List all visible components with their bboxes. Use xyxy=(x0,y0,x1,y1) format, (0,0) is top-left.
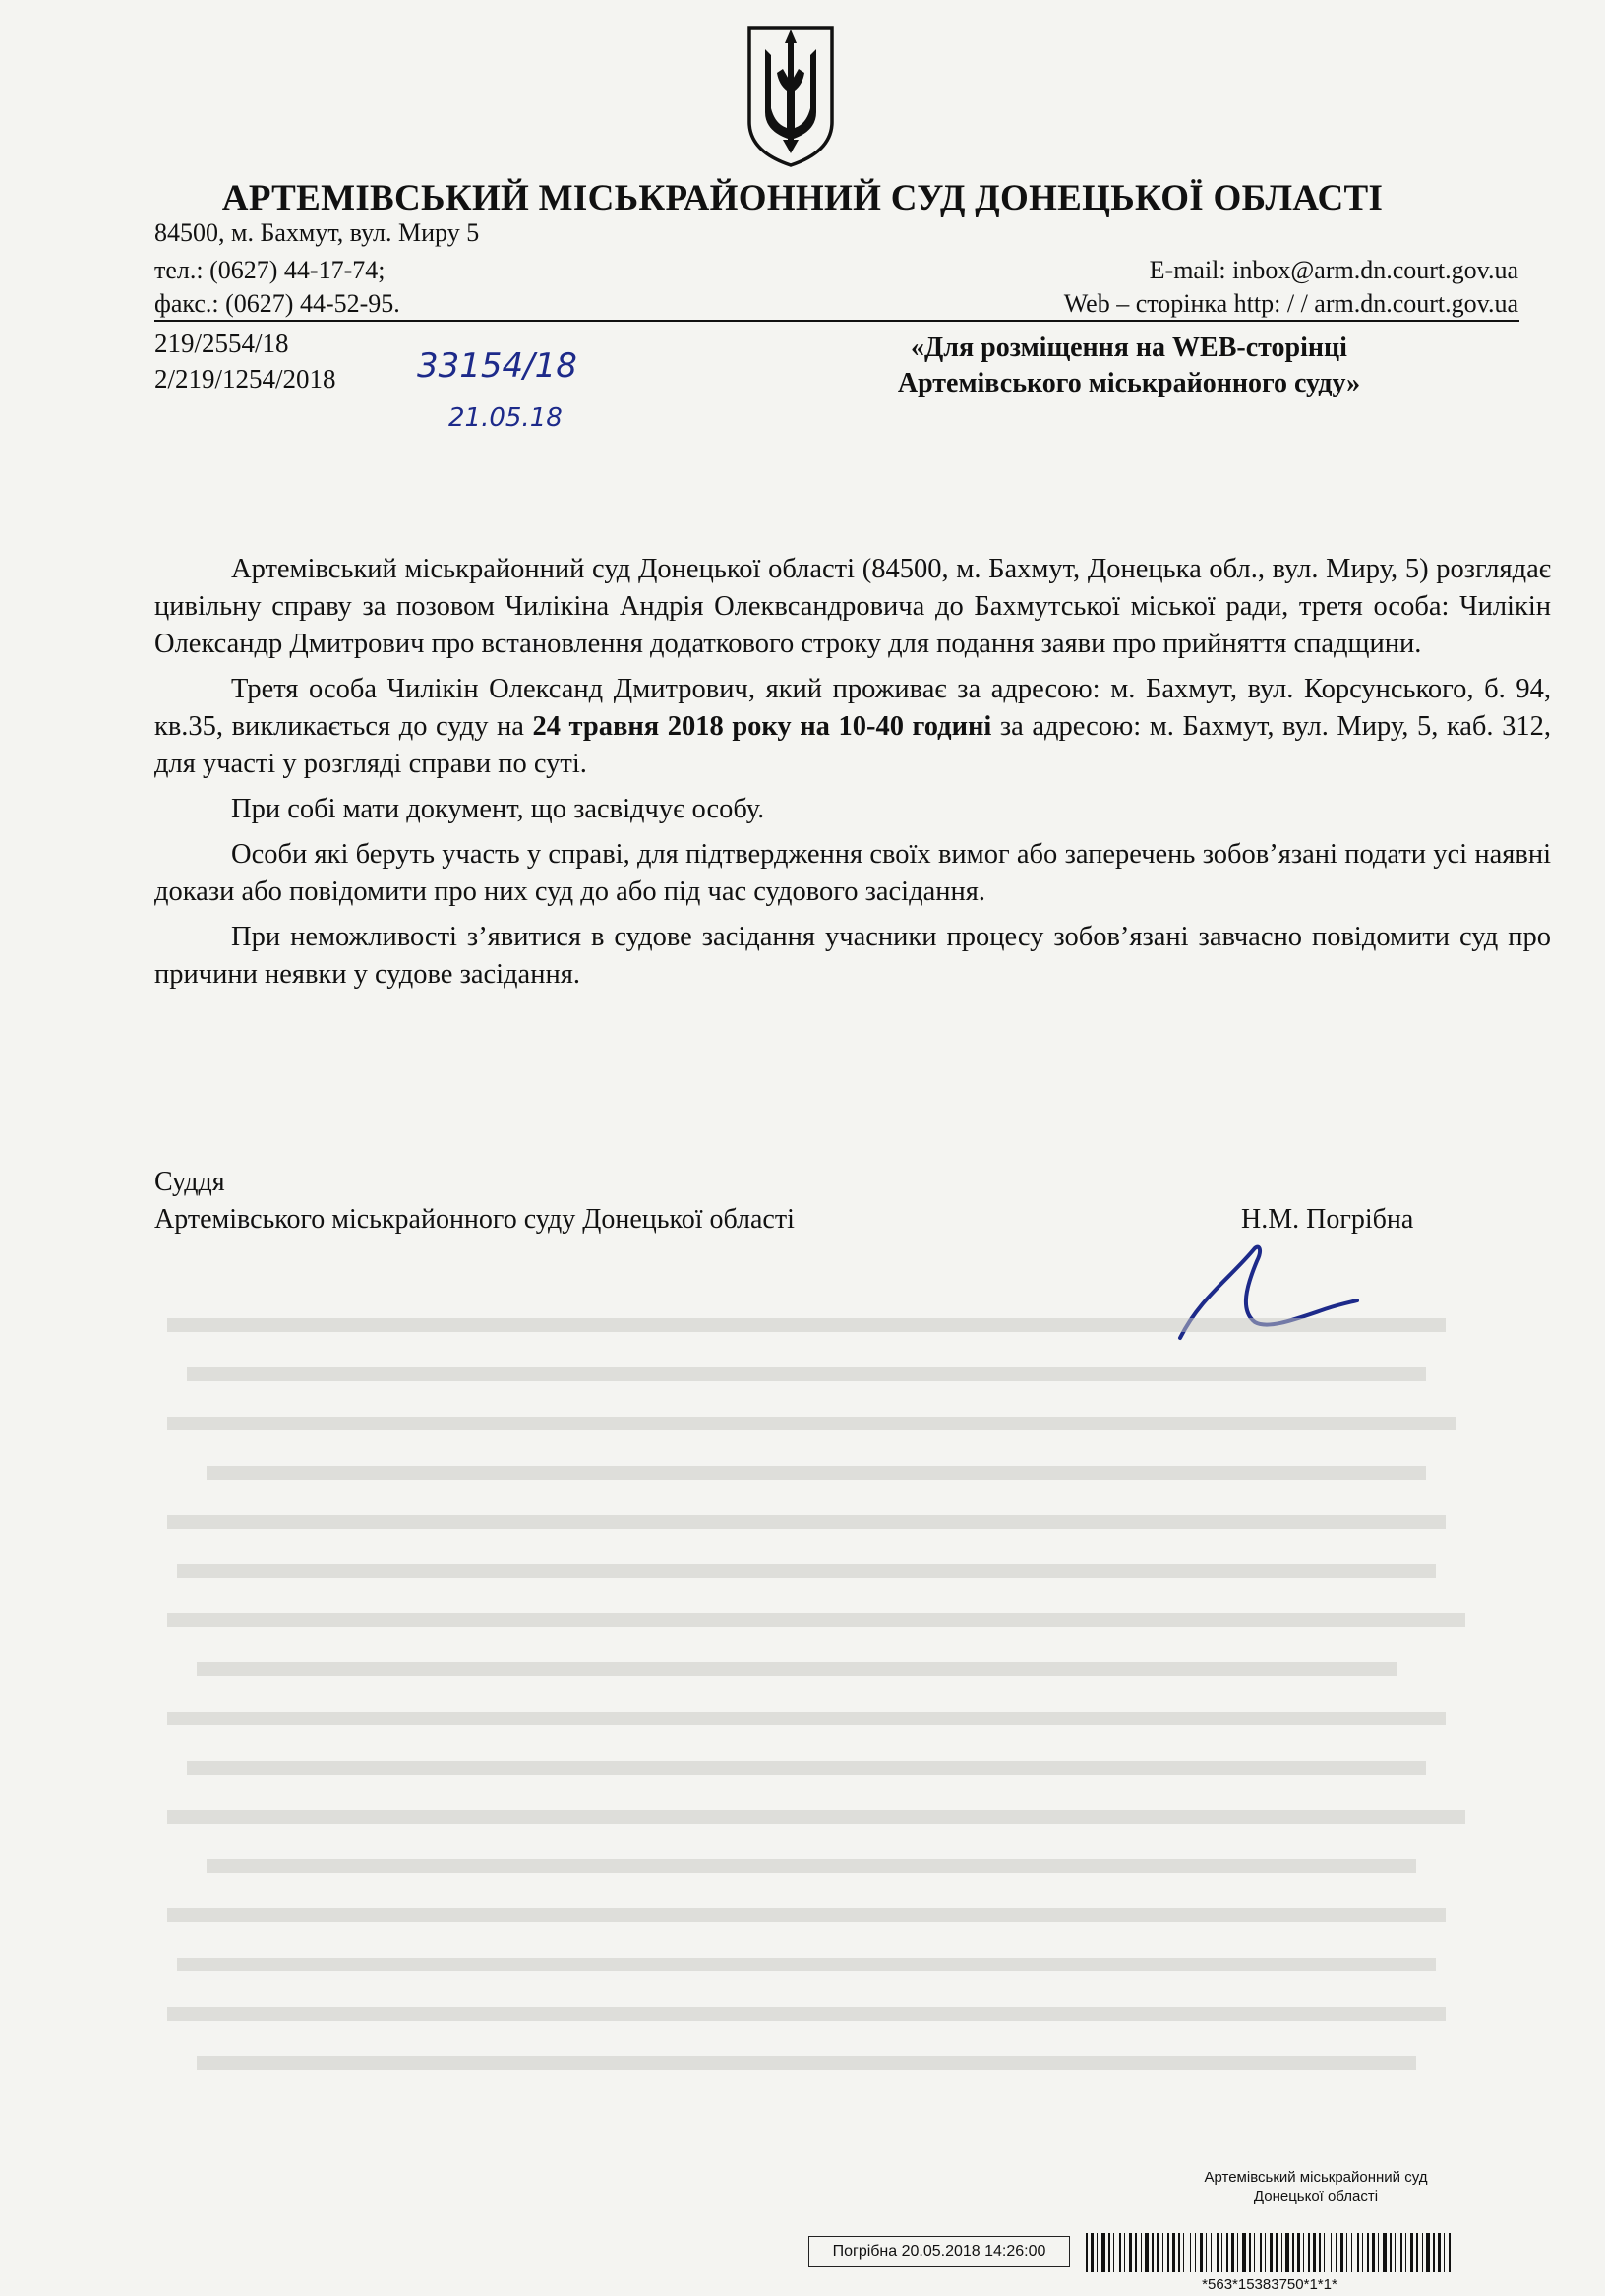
barcode-bar xyxy=(1129,2233,1132,2272)
judge-title: Суддя xyxy=(154,1167,225,1197)
hearing-date-time: 24 травня 2018 року на 10-40 годині xyxy=(532,711,992,742)
barcode-bar xyxy=(1265,2233,1266,2272)
barcode-bar xyxy=(1303,2233,1304,2272)
court-email: E-mail: inbox@arm.dn.court.gov.ua xyxy=(1149,256,1518,284)
document-barcode xyxy=(1084,2233,1456,2272)
barcode-bar xyxy=(1231,2233,1234,2272)
barcode-bar xyxy=(1422,2233,1423,2272)
barcode-bar xyxy=(1285,2233,1289,2272)
barcode-bar xyxy=(1097,2233,1098,2272)
proceeding-number: 2/219/1254/2018 xyxy=(154,364,336,393)
barcode-bar xyxy=(1331,2233,1332,2272)
judge-court: Артемівського міськрайонного суду Донецької області xyxy=(154,1204,795,1235)
court-website: Web – сторінка http: / / arm.dn.court.gov.ua xyxy=(1063,289,1518,318)
barcode-bar xyxy=(1119,2233,1121,2272)
barcode-bar xyxy=(1351,2233,1352,2272)
barcode-bar xyxy=(1336,2233,1337,2272)
barcode-bar xyxy=(1190,2233,1191,2272)
handwritten-registration-date: 21.05.18 xyxy=(448,403,563,433)
barcode-bar xyxy=(1101,2233,1105,2272)
stamp-court-name xyxy=(1168,2168,1463,2205)
barcode-bar xyxy=(1108,2233,1110,2272)
barcode-bar xyxy=(1167,2233,1169,2272)
paragraph-case-description: Артемівський міськрайонний суд Донецької області (84500, м. Бахмут, Донецька обл., вул. Миру, 5) розглядає цивільну справу за позовом Чилікіна Андрія Олеквсандровича до Бахмутської міської ради, третя особа: Чилікін Олександр Дмитрович про встановлення додаткового строку для подання заяви про прийняття спадщини. xyxy=(154,554,1551,659)
case-number: 219/2554/18 xyxy=(154,329,289,358)
barcode-bar xyxy=(1367,2233,1369,2272)
barcode-bar xyxy=(1444,2233,1445,2272)
paragraph-summons xyxy=(154,671,1551,783)
barcode-bar xyxy=(1297,2233,1300,2272)
stamp-registration-datetime: Погрібна 20.05.2018 14:26:00 xyxy=(808,2236,1070,2267)
barcode-bar xyxy=(1346,2233,1347,2272)
barcode-bar xyxy=(1157,2233,1159,2272)
coat-of-arms-emblem xyxy=(743,22,838,169)
barcode-bar xyxy=(1449,2233,1451,2272)
barcode-bar xyxy=(1319,2233,1321,2272)
barcode-bar xyxy=(1383,2233,1387,2272)
bleed-through-texture xyxy=(148,1308,1485,2095)
barcode-bar xyxy=(1217,2233,1219,2272)
barcode-bar xyxy=(1178,2233,1180,2272)
barcode-bar xyxy=(1183,2233,1184,2272)
barcode-bar xyxy=(1308,2233,1310,2272)
web-note-line-1: «Для розміщення на WEB-сторінці xyxy=(911,332,1347,363)
barcode-bar xyxy=(1281,2233,1282,2272)
barcode-bar xyxy=(1270,2233,1273,2272)
court-telephone: тел.: (0627) 44-17-74; xyxy=(154,256,386,284)
web-note-line-2: Артемівського міськрайонного суду» xyxy=(897,368,1361,398)
barcode-bar xyxy=(1206,2233,1207,2272)
barcode-bar xyxy=(1400,2233,1402,2272)
barcode-bar xyxy=(1141,2233,1142,2272)
stamp-court-line-2: Донецької області xyxy=(1253,2188,1379,2205)
barcode-bar xyxy=(1362,2233,1363,2272)
barcode-bar xyxy=(1378,2233,1379,2272)
summons-text-start: Третя особа Чилікін Олександ Дмитрович, який проживає за адресою: м. Бахмут, вул. Корсунського, б. 94, кв.35, викликається до суду на xyxy=(154,674,1551,742)
barcode-bar xyxy=(1249,2233,1251,2272)
barcode-bar xyxy=(1405,2233,1406,2272)
barcode-bar xyxy=(1195,2233,1196,2272)
court-address: 84500, м. Бахмут, вул. Миру 5 xyxy=(154,218,480,247)
barcode-bar xyxy=(1172,2233,1175,2272)
barcode-bar xyxy=(1416,2233,1418,2272)
barcode-bar xyxy=(1162,2233,1163,2272)
barcode-bar xyxy=(1313,2233,1316,2272)
handwritten-registration-number: 33154/18 xyxy=(417,346,577,386)
barcode-bar xyxy=(1145,2233,1149,2272)
web-publication-note xyxy=(834,331,1424,401)
barcode-number: *563*15383750*1*1* xyxy=(1202,2276,1338,2293)
summons-text-end: за адресою: м. Бахмут, вул. Миру, 5, каб. 312, для участі у розгляді справи по суті. xyxy=(154,711,1551,779)
paragraph-evidence: Особи які беруть участь у справі, для підтвердження своїх вимог або заперечень зобов’язані подати усі наявні докази або повідомити про них суд до або під час судового засідання. xyxy=(154,839,1551,907)
barcode-bar xyxy=(1152,2233,1154,2272)
barcode-bar xyxy=(1324,2233,1325,2272)
barcode-bar xyxy=(1357,2233,1359,2272)
paragraph-id-document: При собі мати документ, що засвідчує особу. xyxy=(231,794,765,824)
barcode-bar xyxy=(1395,2233,1396,2272)
stamp-court-line-1: Артемівський міськрайонний суд xyxy=(1204,2169,1428,2186)
barcode-bar xyxy=(1226,2233,1228,2272)
barcode-bar xyxy=(1260,2233,1262,2272)
barcode-bar xyxy=(1276,2233,1278,2272)
barcode-bar xyxy=(1200,2233,1203,2272)
notice-body xyxy=(154,551,1551,1001)
barcode-bar xyxy=(1372,2233,1375,2272)
barcode-bar xyxy=(1237,2233,1238,2272)
barcode-bar xyxy=(1221,2233,1222,2272)
judge-name: Н.М. Погрібна xyxy=(1241,1204,1414,1235)
barcode-bar xyxy=(1254,2233,1255,2272)
court-fax: факс.: (0627) 44-52-95. xyxy=(154,289,400,318)
barcode-bar xyxy=(1086,2233,1088,2272)
barcode-bar xyxy=(1242,2233,1246,2272)
barcode-bar xyxy=(1340,2233,1343,2272)
barcode-bar xyxy=(1410,2233,1413,2272)
barcode-bar xyxy=(1091,2233,1094,2272)
barcode-bar xyxy=(1438,2233,1441,2272)
barcode-bar xyxy=(1390,2233,1392,2272)
court-name-heading: АРТЕМІВСЬКИЙ МІСЬКРАЙОННИЙ СУД ДОНЕЦЬКОЇ ОБЛАСТІ xyxy=(221,178,1384,218)
barcode-bar xyxy=(1113,2233,1114,2272)
barcode-bar xyxy=(1292,2233,1294,2272)
barcode-bar xyxy=(1426,2233,1430,2272)
barcode-bar xyxy=(1433,2233,1435,2272)
barcode-bar xyxy=(1135,2233,1137,2272)
barcode-bar xyxy=(1124,2233,1125,2272)
barcode-bar xyxy=(1211,2233,1212,2272)
header-divider xyxy=(154,320,1519,322)
paragraph-absence-notice: При неможливості з’явитися в судове засідання учасники процесу зобов’язані завчасно повідомити суд про причини неявки у судове засідання. xyxy=(154,922,1551,990)
